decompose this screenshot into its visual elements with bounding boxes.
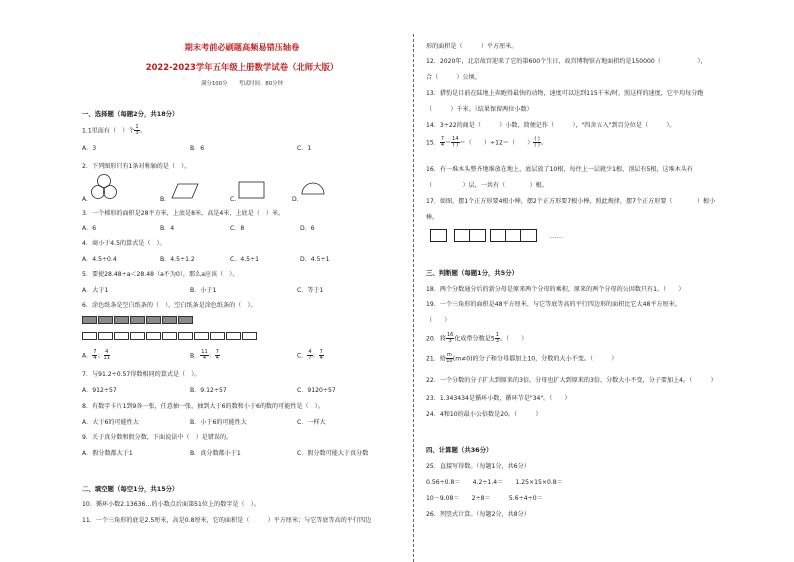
numerator: ( ): [534, 136, 540, 142]
option: A．: [82, 196, 93, 203]
numerator: 7: [93, 349, 97, 355]
option: B．4: [160, 225, 175, 232]
question-12-line-2: 合（ ）公顷。: [426, 74, 481, 81]
section-fill-heading: 二、填空题（每空1分，共15分）: [82, 485, 179, 493]
denominator: 4: [440, 142, 445, 148]
option: B．6: [190, 145, 205, 152]
denominator: 3: [135, 130, 139, 136]
numerator: 4: [105, 349, 109, 355]
question-20-label: 20．将: [426, 335, 446, 343]
numerator: 16: [446, 332, 454, 338]
fraction: [92, 350, 97, 361]
question-13: 13．猎豹是目前在陆地上奔跑得最快的动物，速度可以达到115千米/时。照这样的速度，它平均每分跑: [426, 90, 704, 97]
option: B．真分数都小于1: [190, 450, 241, 457]
option: C．9120÷57: [297, 387, 336, 394]
denominator: 4: [215, 355, 219, 361]
option: B．4.5÷1.2: [160, 256, 195, 263]
fraction: [307, 350, 312, 361]
denominator: 7: [308, 355, 312, 361]
question-21: [426, 353, 617, 364]
blank-strip: [82, 332, 258, 340]
fraction: [215, 350, 220, 361]
option: A．大于6的可能性大: [82, 419, 139, 426]
question-13-line-2: （ ）千米。（结果保留两位小数）: [426, 106, 533, 113]
fraction: [446, 353, 453, 364]
question-15-text: ＝（ ）÷12＝（ ）: [459, 139, 534, 147]
denominator: ( ): [534, 142, 540, 148]
question-8: 8．有数字卡片1到9各一张，任意抽一张，抽到大于6的数和小于6的数的可能性是（ ）。: [82, 403, 324, 410]
right-column: [426, 0, 756, 562]
rectangle-figure: [238, 180, 266, 200]
question-23: 23．1.343434是循环小数，循环节是"34"。（ ）: [426, 395, 571, 402]
numerator: 1: [495, 332, 499, 338]
three-squares-figure: [490, 229, 537, 242]
question-26: 26．列竖式计算。（每题2分，共8分）: [426, 511, 530, 518]
denominator: 3: [495, 338, 499, 344]
option: C．一样大: [297, 419, 326, 426]
fraction: [104, 350, 110, 361]
question-12: 12．2020年，北京故宫迎来了它的第600个生日，故宫博物馆占地面积约是150000（ ），: [426, 58, 707, 65]
exam-meta: 满分100分 考试时间：80分钟: [201, 81, 283, 87]
fraction: [200, 350, 208, 361]
option: A．912÷57: [82, 387, 117, 394]
option: B．小于1: [190, 287, 217, 294]
numerator: 7: [440, 136, 445, 142]
fraction: [319, 350, 324, 361]
question-2: 2．下列图形只有1条对称轴的是（ ）。: [82, 163, 191, 170]
question-15: [426, 137, 547, 148]
option: C．4.5÷1: [230, 256, 260, 263]
question-25: 25．直接写得数。（每题1分，共6分）: [426, 463, 530, 470]
denominator: 4: [93, 355, 97, 361]
question-9: 9．关于真分数和假分数，下面说法中（ ）是错误的。: [82, 434, 233, 441]
option: D．4.5÷1: [300, 256, 330, 263]
option: C．假分数可能大于真分数: [297, 450, 369, 457]
denominator: 3: [448, 338, 452, 344]
option: B．9.12÷57: [190, 387, 227, 394]
equals-sign: ＝: [445, 139, 452, 147]
question-14: 14．3÷22的商是（ ）小数，简便记作（ ），"四舍五入"到百分位是（ ）。: [426, 122, 676, 129]
fraction: [451, 137, 459, 148]
option: B．: [160, 196, 171, 203]
option-c: C． $\frac{4}{7}$ ； $\frac{7}{4}$: [297, 349, 323, 361]
section-calc-heading: 四、计算题（共36分）: [426, 446, 493, 454]
question-15-end: 。: [540, 139, 547, 147]
numerator: 7: [319, 349, 323, 355]
option: A．大于1: [82, 287, 109, 294]
left-column: [82, 0, 402, 562]
denominator: 4: [319, 355, 323, 361]
option: A．6: [82, 225, 97, 232]
question-21-text: (m≠0)的分子和分母都加上10，分数的大小不变。（ ）: [452, 355, 618, 363]
question-20: [426, 333, 527, 344]
question-20-end: 。（ ）: [499, 335, 528, 343]
question-1-end: 。: [139, 127, 146, 135]
question-18: 18．两个分数通分后的新分母是原来两个分母的乘积，原来的两个分母的公因数只有1。（ ）: [426, 286, 685, 293]
question-1: [82, 125, 146, 136]
semicircle-figure: [300, 180, 326, 196]
option-label: A．: [82, 352, 93, 360]
question-16-line-2: （ ）层，一共有（ ）根。: [426, 182, 548, 189]
column-divider: [413, 34, 414, 562]
denominator: 10: [446, 358, 453, 364]
continuation-dots: ……: [550, 233, 563, 240]
one-square-figure: [430, 229, 447, 242]
question-20-text: 化成带分数是5: [454, 335, 495, 343]
option: A．4.5÷0.4: [82, 256, 117, 263]
question-19-line-2: （ ）: [426, 317, 451, 324]
section-judge-heading: 三、判断题（每题1分，共5分）: [426, 269, 518, 277]
option: C．: [230, 196, 241, 203]
numerator: 4: [308, 349, 312, 355]
option: C．等于1: [297, 287, 324, 294]
question-7: 7．与91.2÷0.57得数相同的算式是（ ）。: [82, 371, 201, 378]
option: A．假分数都大于1: [82, 450, 133, 457]
question-11-continued: 形的面积是（ ）平方厘米。: [426, 43, 518, 50]
question-19: 19．一个三角形的面积是48平方厘米，与它等底等高的平行四边形的面积比它大48平方厘米。: [426, 301, 681, 308]
option: B．小于6的可能性大: [190, 419, 247, 426]
option: C．8: [230, 225, 245, 232]
calc-row-1: 0.56÷0.8＝ 4.2÷1.4＝ 1.25×15×0.8＝: [426, 479, 563, 486]
numerator: 7: [215, 349, 219, 355]
numerator: 1: [135, 124, 139, 130]
shaded-strip: [82, 316, 194, 324]
exam-title: 期末考前必刷题高频易错压轴卷: [184, 42, 300, 52]
question-21-label: 21．给: [426, 355, 446, 363]
option: C．1: [297, 145, 312, 152]
option-label: B．: [190, 352, 201, 360]
numerator: m: [446, 352, 452, 358]
question-22: 22．一个分数的分子扩大到原来的3倍，分母也扩大到原来的3倍，分数大小不变，分子要加上4。（ ）: [426, 377, 717, 384]
question-10: 10．循环小数2.13636…的小数点后面第51位上的数字是（ ）。: [82, 501, 260, 508]
three-circles-figure: [90, 174, 118, 200]
numerator: 14: [452, 136, 459, 142]
question-3: 3．一个梯形的面积是28平方米，上底是8米，高是4米，上底是（ ）米。: [82, 210, 285, 217]
calc-row-2: 10－9.08＝ 2÷8＝ 5.6÷4÷0＝: [426, 495, 543, 502]
question-24: 24．4和10的最小公倍数是20。（ ）: [426, 411, 542, 418]
exam-subtitle: 2022-2023学年五年级上册数学试卷（北师大版）: [145, 62, 339, 72]
question-5: 5．要使28.48÷a＜28.48（a不为0），那么a应该（ ）。: [82, 271, 239, 278]
denominator: ( ): [452, 142, 459, 148]
option: D．: [292, 196, 303, 203]
option: D．6: [300, 225, 315, 232]
section-choice-heading: 一、选择题（每题2分，共18分）: [82, 110, 179, 118]
fraction: [533, 137, 541, 148]
denominator: 11: [103, 355, 110, 361]
question-4: 4．商小于4.5的算式是（ ）。: [82, 240, 166, 247]
question-11: 11．一个三角形的底是2.5厘米，高是0.8厘米，它的面积是（ ）平方厘米；与它等底等高的平行四边: [82, 517, 372, 524]
parallelogram-figure: [170, 182, 200, 200]
option-a: A． $\frac{7}{4}$ ； $\frac{4}{11}$: [82, 349, 110, 361]
option-b: B． $\frac{11}{4}$ ； $\frac{7}{4}$: [190, 349, 219, 361]
two-squares-figure: [454, 229, 486, 242]
question-16: 16．有一堆木头整齐地堆放在地上，底层放了10根，每往上一层就少1根，顶层有5根，这堆木头有: [426, 166, 694, 173]
option: A．3: [82, 145, 97, 152]
denominator: 4: [202, 355, 207, 361]
question-1-text: 1.1里面有（ ）个: [82, 127, 135, 135]
question-15-label: 15．: [426, 139, 440, 147]
option-label: C．: [297, 352, 308, 360]
question-6: 6．涂色纸条是空白纸条的（ ），空白纸条是涂色纸条的（ ）。: [82, 302, 257, 309]
question-17-line-2: 棒。: [426, 214, 439, 221]
question-17: 17．如图，摆1个正方形要4根小棒，摆2个正方形要7根小棒，照此规律，摆7个正方形要（ ）根小: [426, 198, 716, 205]
numerator: 11: [201, 349, 208, 355]
